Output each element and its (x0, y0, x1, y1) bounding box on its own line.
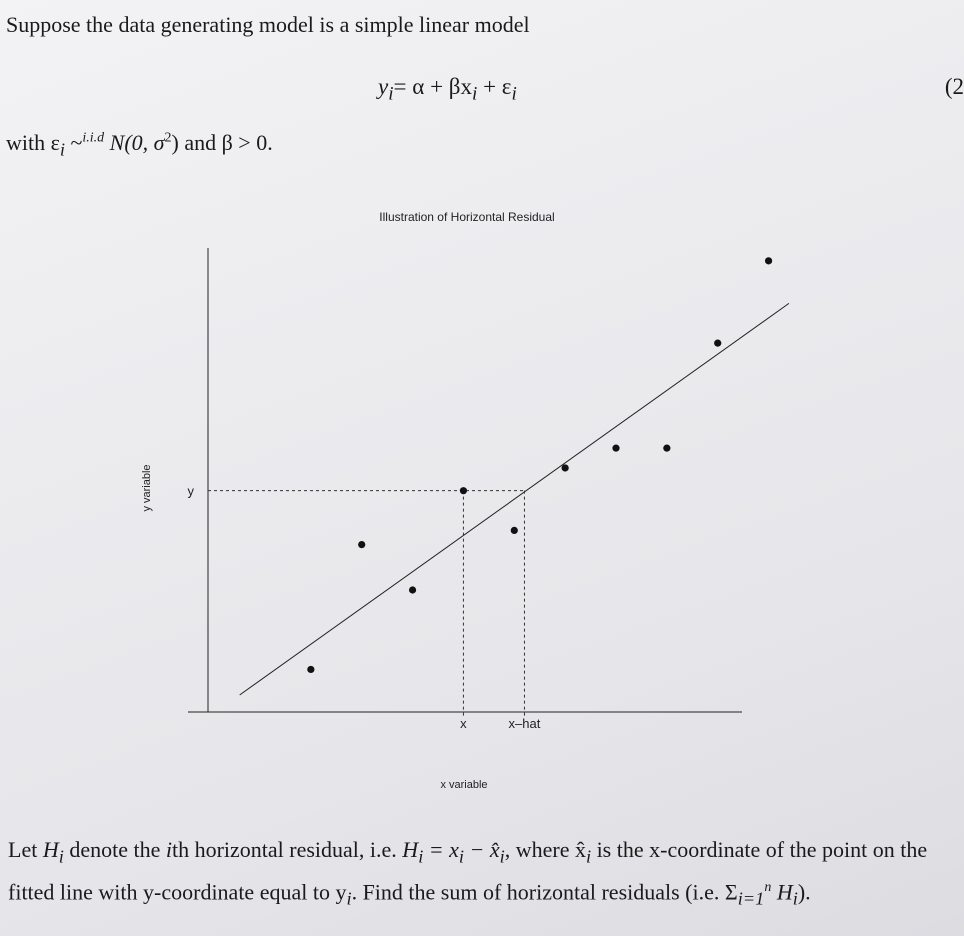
data-point-9 (714, 340, 721, 347)
q-part: Let (8, 837, 43, 862)
q-part: , where x̂ (504, 837, 586, 862)
equation-number: (2 (944, 74, 964, 99)
q-sub: i (418, 846, 424, 867)
assumption-sub: i (59, 139, 65, 160)
eq-rhs-sub: i (472, 83, 478, 105)
q-H: H (42, 837, 59, 862)
assumption-suffix: ) and β > 0. (171, 130, 273, 155)
assumption-dist: N(0, σ (104, 130, 165, 155)
data-point-2 (358, 541, 365, 548)
fitted-line (240, 303, 789, 695)
q-ith: i (165, 837, 172, 862)
y-value-label: y (187, 483, 194, 499)
data-point-3 (409, 586, 416, 593)
data-point-6 (562, 464, 569, 471)
assumption-tilde: ~ (64, 130, 83, 155)
eq-lhs-sub: i (388, 83, 394, 105)
intro-text: Suppose the data generating model is a simple linear model (6, 12, 530, 37)
q-sum-sup: n (764, 880, 772, 896)
xhat-value-label: x–hat (508, 716, 541, 731)
q-sub: i (346, 889, 352, 910)
y-axis-label: y variable (141, 464, 153, 512)
assumption-sup: i.i.d (82, 130, 105, 146)
chart-title: Illustration of Horizontal Residual (379, 210, 555, 224)
q-part: = x (423, 837, 459, 862)
data-point-7 (612, 445, 619, 452)
eq-lhs: y (378, 74, 389, 99)
q-H: H (402, 837, 419, 862)
q-part: denote the (63, 837, 166, 862)
q-sum-sub: i=1 (737, 889, 765, 910)
q-part: th horizontal residual, i.e. (171, 837, 403, 862)
data-point-5 (511, 527, 518, 534)
q-part: ). (797, 879, 811, 905)
eq-rhs: = α + βx (393, 74, 472, 99)
q-sub: i (499, 846, 505, 867)
assumption-prefix: with ε (6, 130, 60, 155)
eq-rhs-end: + ε (477, 74, 512, 99)
q-part: − x̂ (464, 837, 500, 862)
x-value-label: x (460, 716, 467, 731)
q-sub: i (458, 846, 464, 867)
data-point-1 (307, 666, 314, 673)
assumption-sq: 2 (164, 130, 172, 146)
data-point-4 (460, 487, 467, 494)
q-sub: i (58, 846, 64, 867)
q-part: is the x-coordinate of the point on the fitted line with y-coordinate equal to y (8, 837, 928, 905)
q-part: H (771, 879, 793, 905)
question-text (8, 834, 958, 915)
data-point-8 (663, 445, 670, 452)
q-sub: i (585, 846, 592, 867)
x-axis-label: x variable (440, 779, 488, 791)
q-part: . Find the sum of horizontal residuals (i.e. Σ (351, 879, 738, 905)
q-sub: i (792, 889, 798, 910)
eq-rhs-end-sub: i (511, 83, 517, 105)
data-point-10 (765, 257, 772, 264)
